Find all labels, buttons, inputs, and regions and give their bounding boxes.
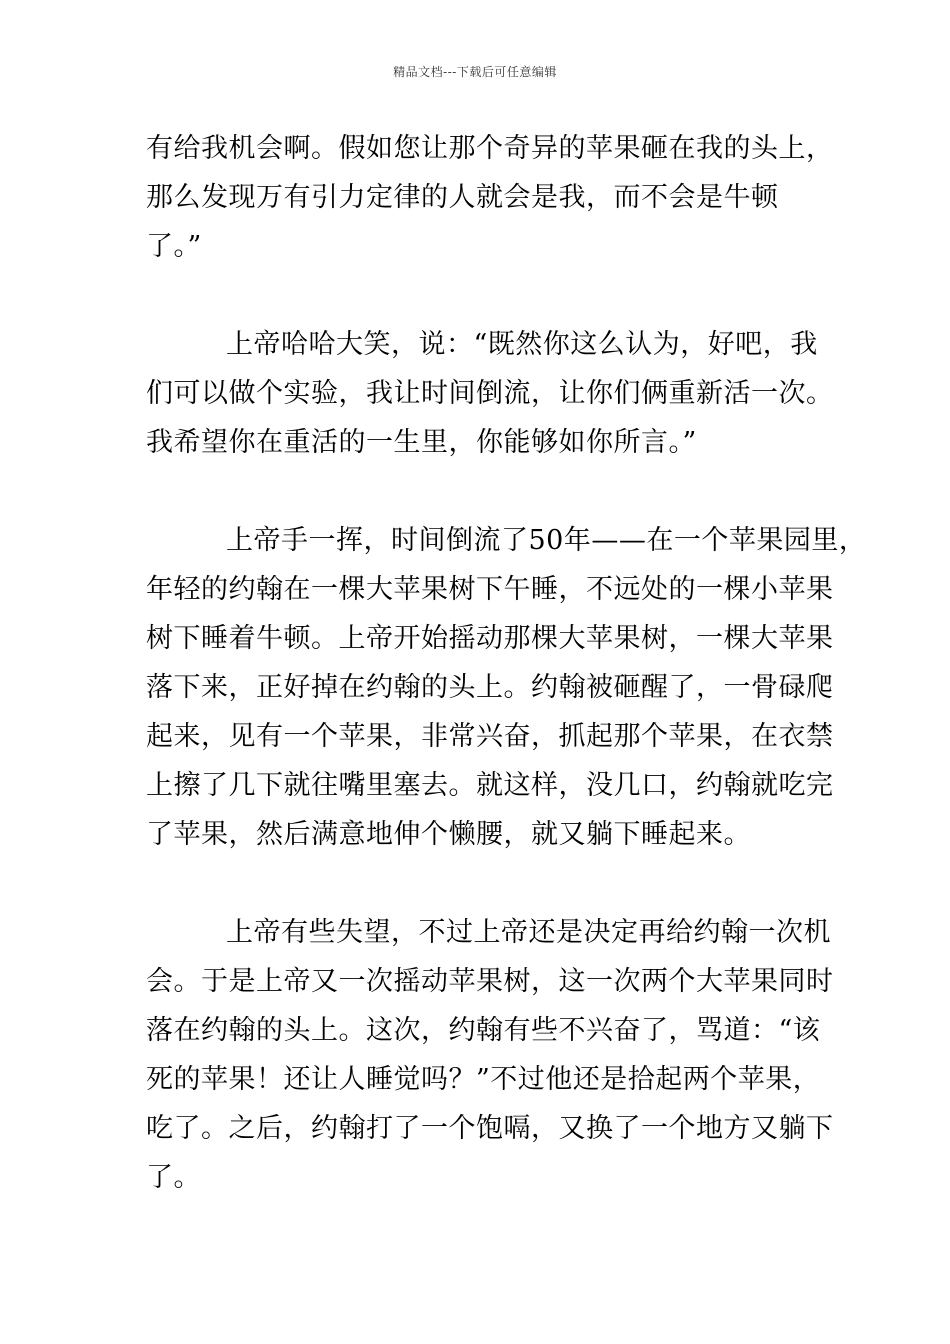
page-header: 精品文档---下载后可任意编辑 [393,65,557,79]
paragraph-line: 起来，见有一个苹果，非常兴奋，抓起那个苹果，在衣禁 [146,721,834,752]
paragraph-line: 年轻的约翰在一棵大苹果树下午睡，不远处的一棵小苹果 [146,574,834,605]
document-body [146,124,867,1202]
paragraph-line: 我希望你在重活的一生里，你能够如你所言。” [146,427,697,458]
paragraph-line: 有给我机会啊。假如您让那个奇异的苹果砸在我的头上， [146,133,834,164]
paragraph-spacer [146,271,826,320]
paragraph-4 [146,908,834,1202]
paragraph-line: 上帝有些失望，不过上帝还是决定再给约翰一次机 [226,917,831,948]
paragraph-line: 树下睡着牛顿。上帝开始摇动那棵大苹果树，一棵大苹果 [146,623,834,654]
paragraph-line: 那么发现万有引力定律的人就会是我，而不会是牛顿 [146,182,779,213]
paragraph-line: 上擦了几下就往嘴里塞去。就这样，没几口，约翰就吃完 [146,770,834,801]
paragraph-line: 死的苹果！还让人睡觉吗？”不过他还是拾起两个苹果， [146,1064,821,1095]
paragraph-line: 们可以做个实验，我让时间倒流，让你们俩重新活一次。 [146,378,834,409]
paragraph-line: 了。” [146,231,202,262]
paragraph-line: 了苹果，然后满意地伸个懒腰，就又躺下睡起来。 [146,819,751,850]
paragraph-line: 吃了。之后，约翰打了一个饱嗝，又换了一个地方又躺下 [146,1113,834,1144]
paragraph-1 [146,124,834,271]
paragraph-spacer [146,467,826,516]
paragraph-line: 落在约翰的头上。这次，约翰有些不兴奋了，骂道：“该 [146,1015,821,1046]
paragraph-3 [146,516,867,859]
paragraph-line: 上帝手一挥，时间倒流了50年——在一个苹果园里， [226,525,867,556]
paragraph-line: 落下来，正好掉在约翰的头上。约翰被砸醒了，一骨碌爬 [146,672,834,703]
paragraph-line: 了。 [146,1162,201,1193]
paragraph-spacer [146,859,826,908]
paragraph-line: 上帝哈哈大笑，说：“既然你这么认为，好吧，我 [226,329,818,360]
paragraph-2 [146,320,834,467]
paragraph-line: 会。于是上帝又一次摇动苹果树，这一次两个大苹果同时 [146,966,834,997]
